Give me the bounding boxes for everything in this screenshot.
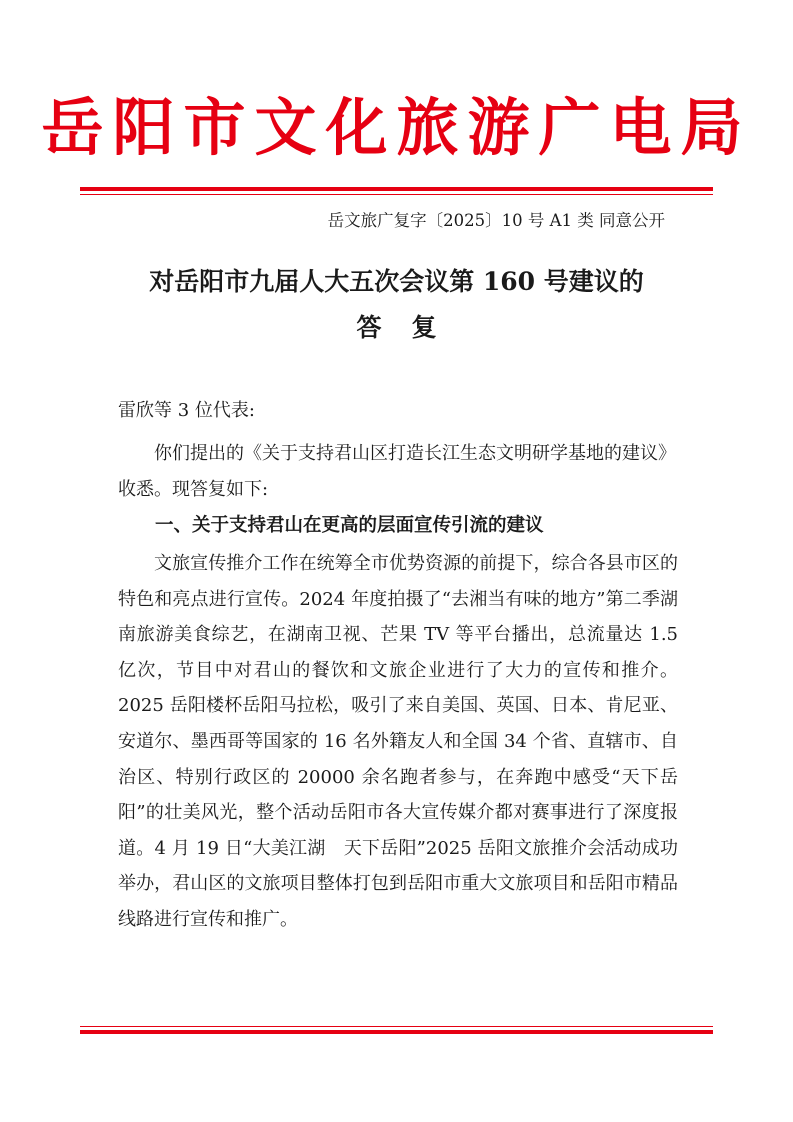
document-title-line2: 答复 — [356, 313, 467, 342]
salutation: 雷欣等 3 位代表: — [118, 400, 255, 421]
letterhead-title: 岳阳市文化旅游广电局 — [41, 91, 752, 164]
section-heading-1: 一、关于支持君山在更高的层面宣传引流的建议 — [155, 515, 544, 536]
document-number: 岳文旅广复字〔2025〕10 号 A1 类 同意公开 — [327, 211, 665, 230]
section-paragraph-1: 文旅宣传推介工作在统筹全市优势资源的前提下，综合各县市区的特色和亮点进行宣传。2024 年度拍摄了“去湘当有味的地方”第二季湖南旅游美食综艺，在湖南卫视、芒果 TV 等平台播出，总流量达 1.5 亿次，节目中对君山的餐饮和文旅企业进行了大力的宣传和推介。2025 岳阳楼杯岳阳马拉松，吸引了来自美国、英国、日本、肯尼亚、安道尔、墨西哥等国家的 16 名外籍友人和全国 34 个省、直辖市、自治区、特别行政区的 20000 余名跑者参与，在奔跑中感受“天下岳阳”的壮美风光，整个活动岳阳市各大宣传媒介都对赛事进行了深度报道。4 月 19 日“大美江湖 天下岳阳”2025 岳阳文旅推介会活动成功举办，君山区的文旅项目整体打包到岳阳市重大文旅项目和岳阳市精品线路进行宣传和推广。 — [118, 553, 678, 930]
footer-rule-thin — [80, 1026, 713, 1027]
intro-paragraph: 你们提出的《关于支持君山区打造长江生态文明研学基地的建议》收悉。现答复如下: — [118, 443, 676, 500]
document-title-line1: 对岳阳市九届人大五次会议第 160 号建议的 — [149, 267, 644, 296]
footer-rule-thick — [80, 1030, 713, 1034]
header-rule-thick — [80, 187, 713, 191]
header-rule-thin — [80, 194, 713, 195]
